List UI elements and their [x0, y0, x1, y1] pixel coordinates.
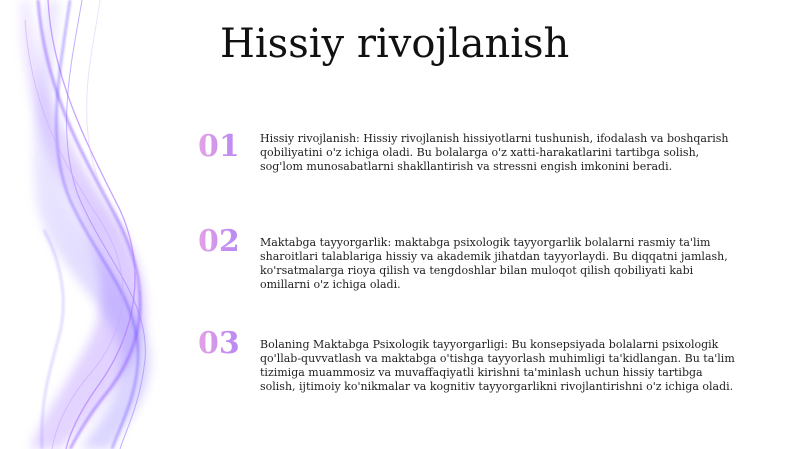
item-number: 02: [198, 227, 254, 257]
page-title: Hissiy rivojlanish: [220, 21, 570, 67]
item-text: Hissiy rivojlanish: Hissiy rivojlanish hissiyotlarni tushunish, ifodalash va boshqarish qobiliyatini o'z ichiga oladi. Bu bolalarga o'z xatti-harakatlarini tartibga solish, sog'lom munosabatlarni shakllantirish va stressni engish imkonini beradi.: [260, 132, 729, 173]
item-text: Bolaning Maktabga Psixologik tayyorgarligi: Bu konsepsiyada bolalarni psixologik qo'llab-quvvatlash va maktabga o'tishga tayyorlash muhimligi ta'kidlangan. Bu ta'lim tizimiga muammosiz va muvaffaqiyatli kirishni ta'minlash uchun hissiy tartibga solish, ijtimoiy ko'nikmalar va kognitiv tayyorgarlikni rivojlantirishni o'z ichiga oladi.: [260, 338, 735, 393]
item-number: 01: [198, 132, 254, 162]
purple-smoke-swirl-icon: [0, 0, 210, 449]
item-number: 03: [198, 329, 254, 359]
item-text: Maktabga tayyorgarlik: maktabga psixologik tayyorgarlik bolalarni rasmiy ta'lim sharoitlari talablariga hissiy va akademik jihatdan tayyorlaydi. Bu diqqatni jamlash, ko'rsatmalarga rioya qilish va tengdoshlar bilan muloqot qilish qobiliyati kabi omillarni o'z ichiga oladi.: [260, 236, 728, 291]
